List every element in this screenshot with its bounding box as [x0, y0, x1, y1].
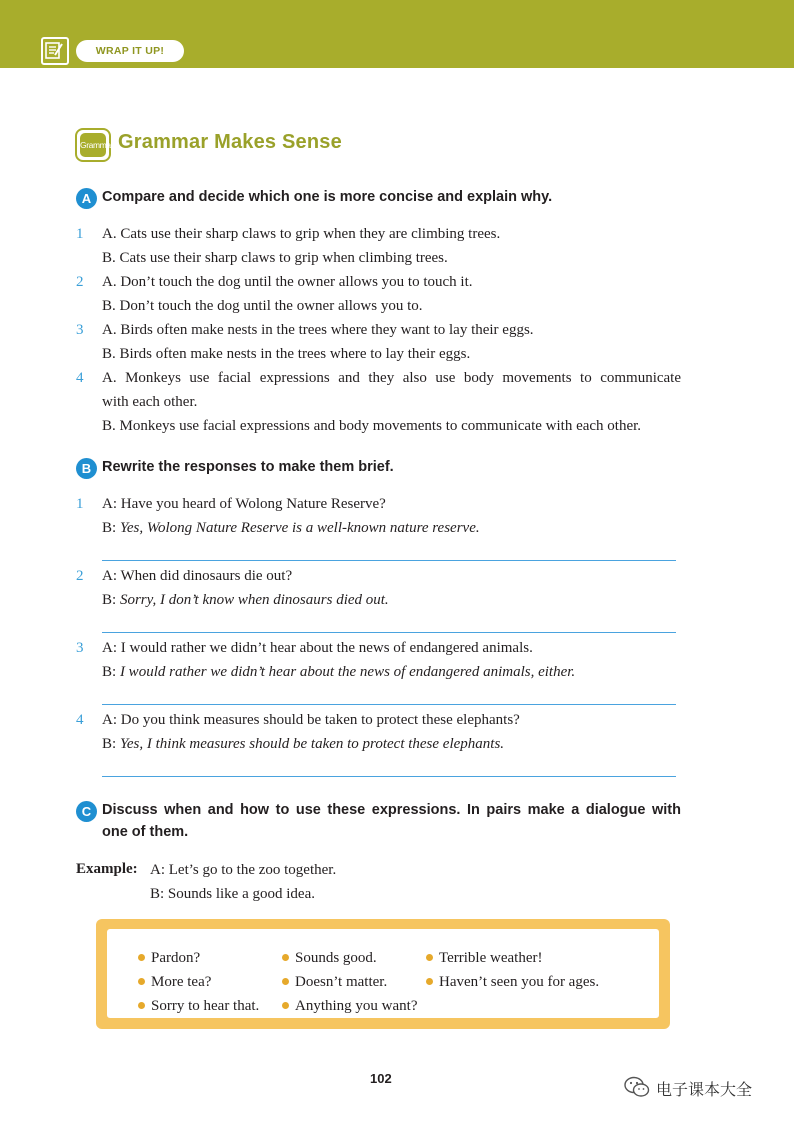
item-number: 3	[76, 640, 84, 656]
sentence-b: B. Don’t touch the dog until the owner allows you to.	[102, 298, 423, 314]
answer-line[interactable]	[102, 632, 676, 633]
expression-item: Terrible weather!	[426, 950, 542, 967]
example-line-a: A: Let’s go to the zoo together.	[150, 862, 337, 878]
expression-item: Pardon?	[138, 950, 200, 967]
watermark-text: 电子课本大全	[656, 1080, 753, 1099]
exercise-b-letter: B	[76, 458, 97, 479]
sentence-b: B. Birds often make nests in the trees where to lay their eggs.	[102, 346, 471, 362]
item-number: 2	[76, 568, 84, 584]
expression-item: More tea?	[138, 974, 211, 991]
sentence-b: B. Cats use their sharp claws to grip when climbing trees.	[102, 250, 448, 266]
section-title: Grammar Makes Sense	[118, 131, 342, 153]
dialogue-b: B: Yes, I think measures should be taken to protect these elephants.	[102, 736, 505, 752]
expressions-box	[96, 919, 670, 1029]
item-number: 4	[76, 712, 84, 728]
expression-item: Haven’t seen you for ages.	[426, 974, 599, 991]
item-number: 1	[76, 226, 84, 242]
exercise-a-instruction: Compare and decide which one is more concise and explain why.	[102, 189, 553, 205]
exercise-c-letter: C	[76, 801, 97, 822]
sentence-a: A. Don’t touch the dog until the owner allows you to touch it.	[102, 274, 473, 290]
sentence-a: A. Monkeys use facial expressions and they also use body movements to communicate	[102, 370, 681, 386]
grammar-badge-icon: Grammar	[75, 128, 111, 162]
item-number: 1	[76, 496, 84, 512]
wechat-logo-icon	[624, 1076, 650, 1098]
notebook-pencil-icon	[41, 37, 69, 65]
exercise-a-letter: A	[76, 188, 97, 209]
dialogue-a: A: Do you think measures should be taken to protect these elephants?	[102, 712, 520, 728]
item-number: 3	[76, 322, 84, 338]
dialogue-b: B: Sorry, I don’t know when dinosaurs died out.	[102, 592, 389, 608]
dialogue-a: A: I would rather we didn’t hear about the news of endangered animals.	[102, 640, 533, 656]
exercise-c-instruction-continued: one of them.	[102, 824, 189, 840]
answer-line[interactable]	[102, 776, 676, 777]
dialogue-a: A: When did dinosaurs die out?	[102, 568, 293, 584]
expression-item: Sounds good.	[282, 950, 377, 967]
exercise-c-instruction: Discuss when and how to use these expressions. In pairs make a dialogue with	[102, 802, 681, 818]
dialogue-a: A: Have you heard of Wolong Nature Reserve?	[102, 496, 386, 512]
item-number: 2	[76, 274, 84, 290]
sentence-a: A. Birds often make nests in the trees where they want to lay their eggs.	[102, 322, 534, 338]
expression-item: Sorry to hear that.	[138, 998, 259, 1015]
expression-item: Anything you want?	[282, 998, 417, 1015]
section-pill: WRAP IT UP!	[76, 40, 184, 62]
dialogue-b: B: I would rather we didn’t hear about the news of endangered animals, either.	[102, 664, 576, 680]
dialogue-b: B: Yes, Wolong Nature Reserve is a well-known nature reserve.	[102, 520, 480, 536]
example-line-b: B: Sounds like a good idea.	[150, 886, 315, 902]
item-number: 4	[76, 370, 84, 386]
answer-line[interactable]	[102, 704, 676, 705]
answer-line[interactable]	[102, 560, 676, 561]
expression-item: Doesn’t matter.	[282, 974, 387, 991]
page-number: 102	[370, 1071, 392, 1086]
example-label: Example:	[76, 861, 138, 877]
exercise-b-instruction: Rewrite the responses to make them brief.	[102, 459, 394, 475]
sentence-b: B. Monkeys use facial expressions and body movements to communicate with each other.	[102, 418, 642, 434]
sentence-a-continued: with each other.	[102, 394, 198, 410]
sentence-a: A. Cats use their sharp claws to grip when they are climbing trees.	[102, 226, 501, 242]
